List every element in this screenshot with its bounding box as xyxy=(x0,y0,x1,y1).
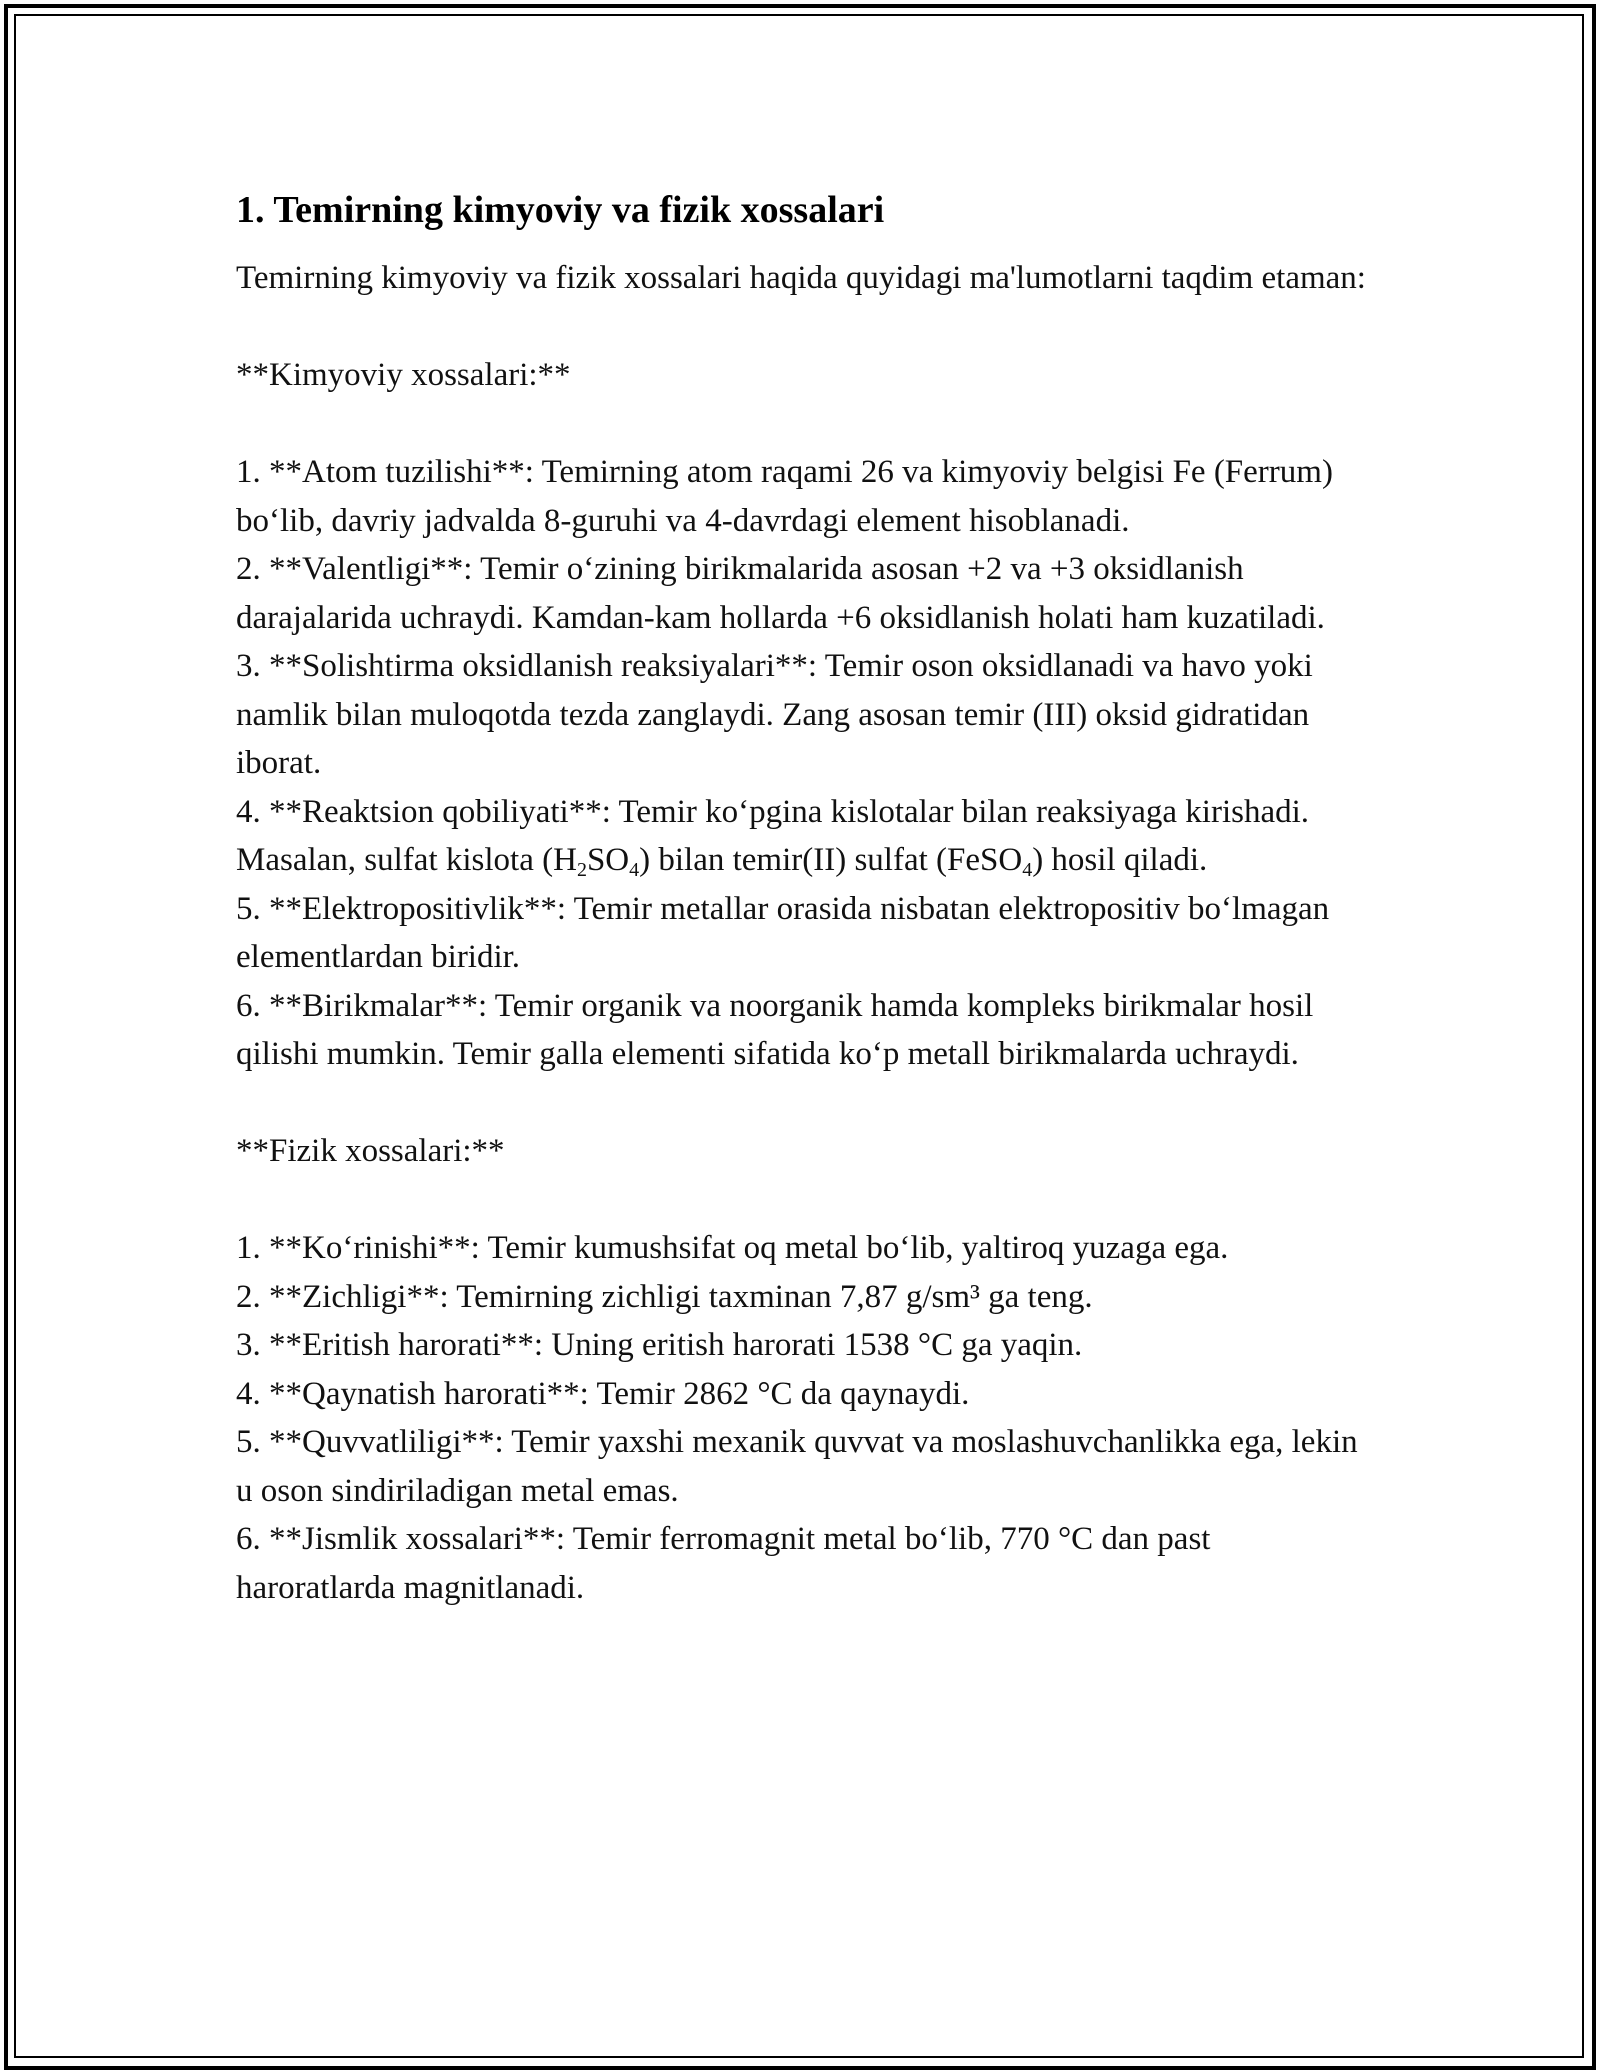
subscript: 4 xyxy=(1022,859,1033,881)
chemical-item-4-text-d: ) hosil qiladi. xyxy=(1032,842,1208,878)
document-body xyxy=(236,186,1376,1612)
chemical-item-1: 1. **Atom tuzilishi**: Temirning atom raqami 26 va kimyoviy belgisi Fe (Ferrum) bo‘lib, davriy jadvalda 8-guruhi va 4-davrdagi element hisoblanadi. xyxy=(236,454,1333,539)
subscript: 4 xyxy=(629,859,640,881)
chemical-item-4-text-b: SO xyxy=(586,842,630,878)
physical-heading: **Fizik xossalari:** xyxy=(236,1133,505,1169)
chemical-heading: **Kimyoviy xossalari:** xyxy=(236,357,571,393)
intro-paragraph: Temirning kimyoviy va fizik xossalari haqida quyidagi ma'lumotlarni taqdim etaman: xyxy=(236,260,1366,296)
chemical-item-4-text-a: 4. **Reaktsion qobiliyati**: Temir ko‘pgina kislotalar bilan reaksiyaga kirishadi. Masalan, sulfat kislota (H xyxy=(236,793,1310,878)
physical-item-4: 4. **Qaynatish harorati**: Temir 2862 °C da qaynaydi. xyxy=(236,1375,970,1412)
blank-line xyxy=(236,303,1376,352)
subscript: 2 xyxy=(576,859,587,881)
physical-item-3: 3. **Eritish harorati**: Uning eritish harorati 1538 °C ga yaqin. xyxy=(236,1327,1083,1363)
chemical-item-5: 5. **Elektropositivlik**: Temir metallar orasida nisbatan elektropositiv bo‘lmagan elementlardan biridir. xyxy=(236,890,1330,975)
chemical-item-2: 2. **Valentligi**: Temir o‘zining birikmalarida asosan +2 va +3 oksidlanish darajalarida uchraydi. Kamdan-kam hollarda +6 oksidlanish holati ham kuzatiladi. xyxy=(236,551,1325,636)
chemical-item-4-text-c: ) bilan temir(II) sulfat (FeSO xyxy=(639,842,1023,878)
physical-item-1: 1. **Ko‘rinishi**: Temir kumushsifat oq metal bo‘lib, yaltiroq yuzaga ega. xyxy=(236,1230,1229,1266)
physical-item-2: 2. **Zichligi**: Temirning zichligi taxminan 7,87 g/sm³ ga teng. xyxy=(236,1278,1093,1315)
chemical-item-4 xyxy=(236,788,1376,885)
blank-line xyxy=(236,400,1376,449)
physical-item-6: 6. **Jismlik xossalari**: Temir ferromagnit metal bo‘lib, 770 °C dan past haroratlarda magnitlanadi. xyxy=(236,1521,1211,1606)
blank-line xyxy=(236,1079,1376,1128)
physical-item-5: 5. **Quvvatliligi**: Temir yaxshi mexanik quvvat va moslashuvchanlikka ega, lekin u oson sindiriladigan metal emas. xyxy=(236,1424,1358,1509)
chemical-item-3: 3. **Solishtirma oksidlanish reaksiyalari**: Temir oson oksidlanadi va havo yoki namlik bilan muloqotda tezda zanglaydi. Zang asosan temir (III) oksid gidratidan iborat. xyxy=(236,648,1313,781)
blank-line xyxy=(236,1176,1376,1225)
chemical-item-6: 6. **Birikmalar**: Temir organik va noorganik hamda kompleks birikmalar hosil qilishi mumkin. Temir galla elementi sifatida ko‘p metall birikmalarda uchraydi. xyxy=(236,987,1314,1072)
document-title: 1. Temirning kimyoviy va fizik xossalari xyxy=(236,189,885,231)
